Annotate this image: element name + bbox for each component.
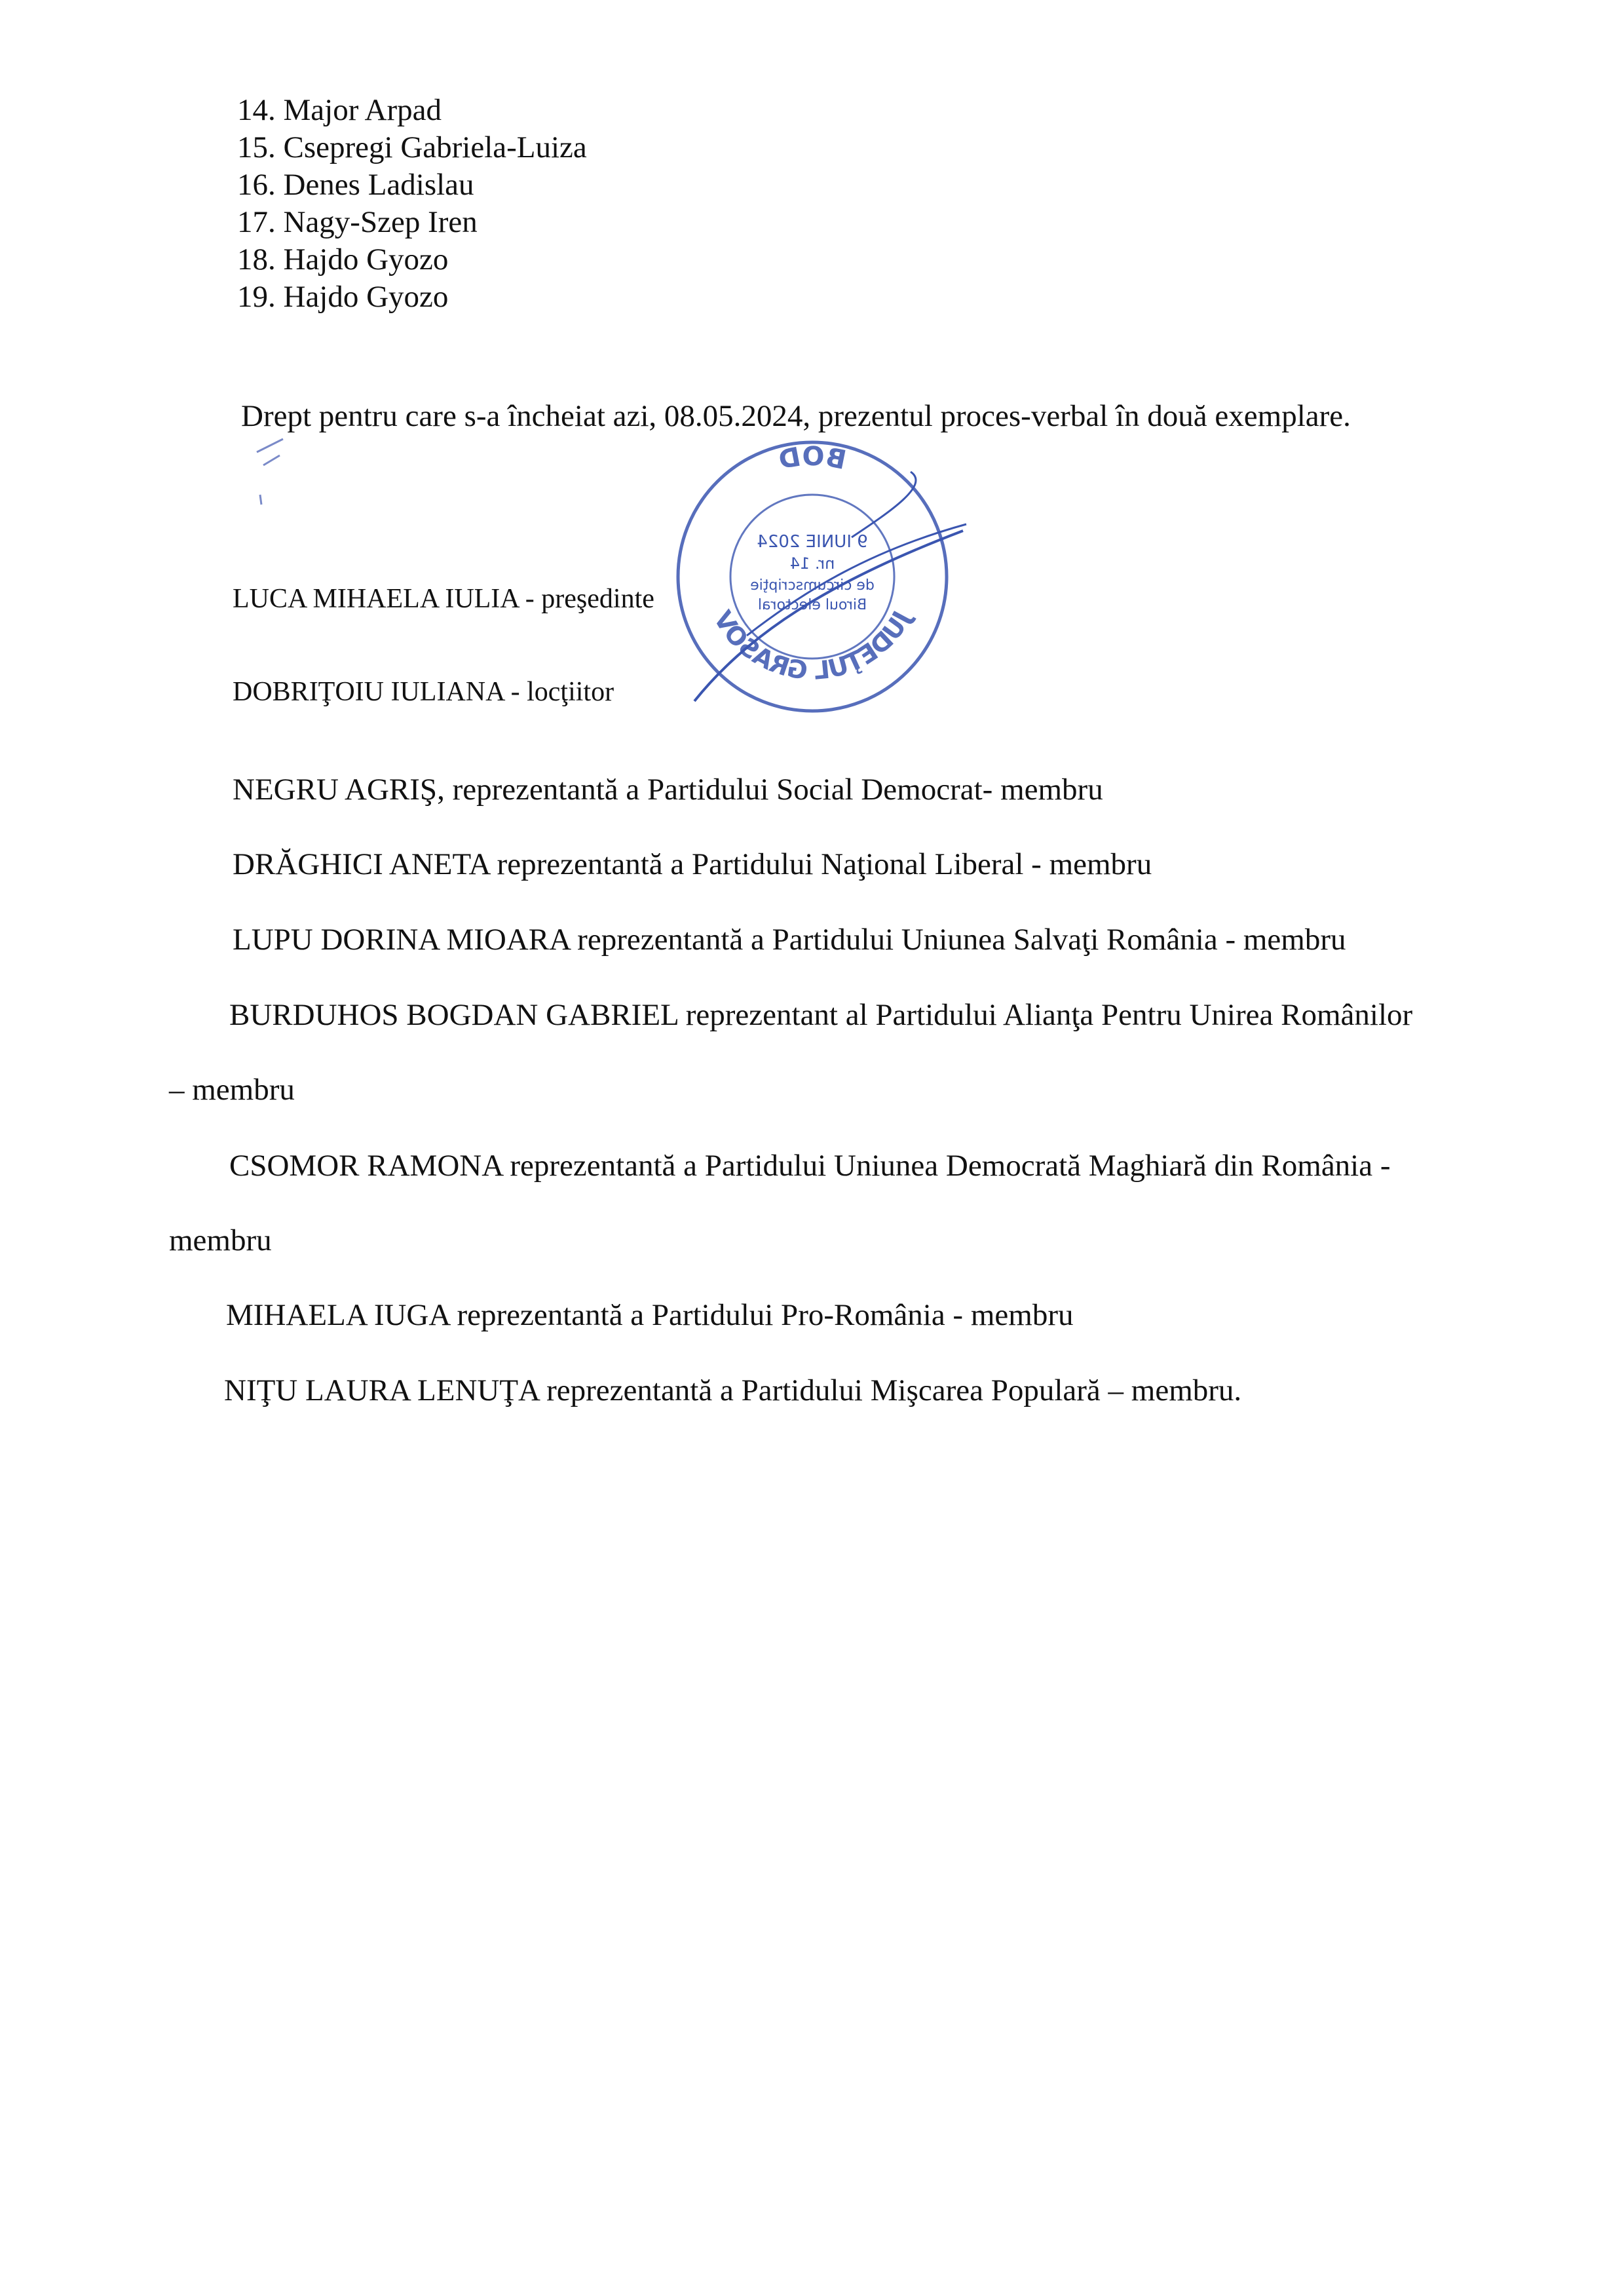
official-stamp bbox=[655, 419, 970, 734]
list-item: 14. Major Arpad bbox=[237, 93, 442, 127]
representative-lupu: LUPU DORINA MIOARA reprezentantă a Partidului Uniunea Salvaţi România - membru bbox=[233, 923, 1346, 957]
representative-burduhos: BURDUHOS BOGDAN GABRIEL reprezentant al Partidului Alianţa Pentru Unirea Românilor bbox=[229, 998, 1413, 1032]
stamp-outer-top: BOD bbox=[776, 441, 849, 476]
representative-nitu: NIŢU LAURA LENUŢA reprezentantă a Partidului Mişcarea Populară – membru. bbox=[224, 1373, 1242, 1407]
list-item: 16. Denes Ladislau bbox=[237, 168, 474, 202]
list-item: 18. Hajdo Gyozo bbox=[237, 242, 449, 277]
stamp-line-date: 9 IUNIE 2024 bbox=[757, 532, 868, 552]
signatory-deputy: DOBRIŢOIU IULIANA - locţiitor bbox=[233, 677, 614, 707]
svg-text:BOD bbox=[776, 442, 849, 476]
pen-mark-icon bbox=[244, 432, 322, 511]
list-item: 17. Nagy-Szep Iren bbox=[237, 205, 478, 239]
representative-csomor: CSOMOR RAMONA reprezentantă a Partidului Uniunea Democrată Maghiară din România - bbox=[229, 1149, 1391, 1183]
representative-burduhos-continuation: – membru bbox=[169, 1073, 295, 1107]
list-item: 19. Hajdo Gyozo bbox=[237, 280, 449, 314]
stamp-line-circumscription: de circumscripţie bbox=[750, 577, 875, 594]
stamp-line-number: nr. 14 bbox=[789, 554, 835, 573]
svg-text:JUDEŢUL GRASOV bbox=[708, 605, 918, 685]
closing-statement: Drept pentru care s-a încheiat azi, 08.05.2024, prezentul proces-verbal în două exemplare. bbox=[241, 399, 1351, 433]
representative-negru: NEGRU AGRIŞ, reprezentantă a Partidului Social Democrat- membru bbox=[233, 773, 1103, 807]
representative-csomor-continuation: membru bbox=[169, 1223, 272, 1257]
signatory-president: LUCA MIHAELA IULIA - preşedinte bbox=[233, 584, 654, 614]
representative-iuga: MIHAELA IUGA reprezentantă a Partidului Pro-România - membru bbox=[226, 1298, 1074, 1332]
members-list bbox=[237, 92, 587, 316]
list-item: 15. Csepregi Gabriela-Luiza bbox=[237, 130, 587, 164]
representative-draghici: DRĂGHICI ANETA reprezentantă a Partidului Naţional Liberal - membru bbox=[233, 847, 1152, 881]
stamp-line-bureau: Biroul electoral bbox=[757, 597, 867, 613]
stamp-outer-bottom: JUDEŢUL GRASOV bbox=[708, 605, 916, 685]
